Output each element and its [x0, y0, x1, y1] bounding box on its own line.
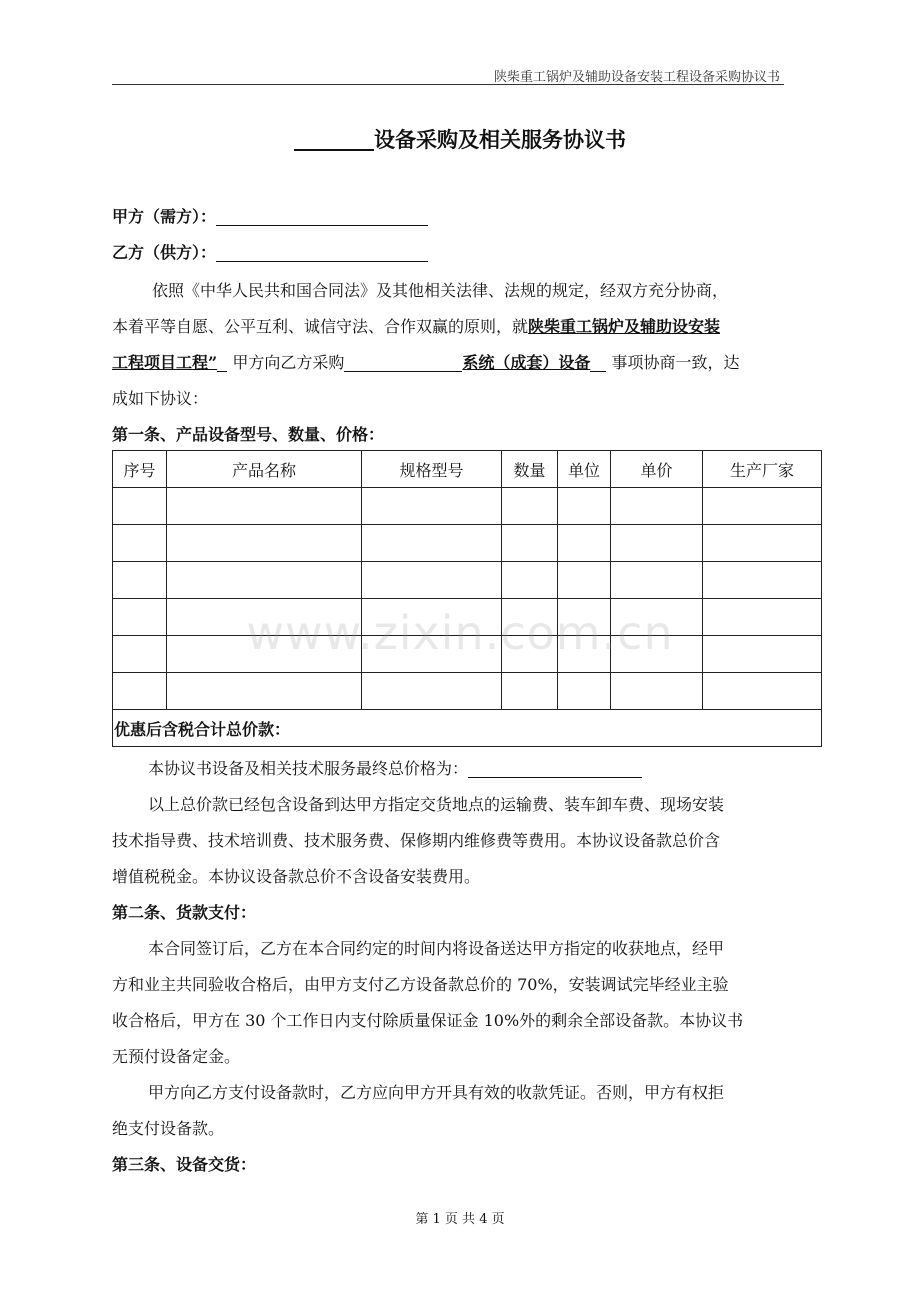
party-a-row [112, 204, 428, 227]
includes-line-1: 以上总价款已经包含设备到达甲方指定交货地点的运输费、装车卸车费、现场安装 [148, 795, 725, 814]
table-cell[interactable] [502, 525, 558, 562]
col-header-product-name: 产品名称 [167, 451, 362, 488]
intro-line-2 [112, 314, 720, 337]
project-name-part2: 工程项目工程” [112, 353, 218, 372]
table-cell[interactable] [113, 562, 167, 599]
table-cell[interactable] [703, 488, 822, 525]
running-header: 陕柴重工锅炉及辅助设备安装工程设备采购协议书 [493, 70, 780, 85]
payment-p1-line-4: 无预付设备定金。 [112, 1047, 241, 1066]
party-a-blank [216, 207, 428, 226]
col-header-unit-price: 单价 [611, 451, 703, 488]
table-cell[interactable] [362, 525, 502, 562]
table-cell[interactable] [502, 488, 558, 525]
intro-line-3 [112, 350, 739, 373]
intro-line-3-mid: 甲方向乙方采购 [232, 353, 345, 372]
intro-line-3-post: 事项协商一致，达 [611, 353, 740, 372]
table-cell[interactable] [558, 673, 611, 710]
page-number: 第 1 页 共 4 页 [415, 1212, 505, 1227]
article-2-heading: 第二条、货款支付： [112, 903, 257, 922]
table-cell[interactable] [611, 673, 703, 710]
final-price-blank[interactable] [468, 759, 642, 778]
total-price-label: 优惠后含税合计总价款： [113, 710, 822, 747]
table-cell[interactable] [113, 488, 167, 525]
table-cell[interactable] [167, 562, 362, 599]
table-cell[interactable] [167, 525, 362, 562]
col-header-unit: 单位 [558, 451, 611, 488]
col-header-manufacturer: 生产厂家 [703, 451, 822, 488]
table-total-row [113, 710, 822, 747]
document-title-row [0, 124, 920, 154]
payment-p2-line-2: 绝支付设备款。 [112, 1119, 225, 1138]
product-table [112, 450, 822, 747]
table-row [113, 673, 822, 710]
party-b-blank [216, 243, 428, 262]
title-blank-line [294, 127, 374, 151]
watermark: www.zixin.com.cn [246, 606, 674, 660]
table-row [113, 562, 822, 599]
table-cell[interactable] [703, 525, 822, 562]
table-cell[interactable] [362, 488, 502, 525]
payment-p2-line-1: 甲方向乙方支付设备款时，乙方应向甲方开具有效的收款凭证。否则，甲方有权拒 [148, 1083, 725, 1102]
col-header-quantity: 数量 [502, 451, 558, 488]
table-cell[interactable] [558, 488, 611, 525]
system-label: 系统（成套）设备 [462, 353, 591, 372]
party-b-row [112, 240, 428, 263]
table-cell[interactable] [362, 562, 502, 599]
table-row [113, 525, 822, 562]
table-cell[interactable] [113, 673, 167, 710]
table-cell[interactable] [558, 525, 611, 562]
table-cell[interactable] [167, 673, 362, 710]
includes-line-3: 增值税税金。本协议设备款总价不含设备安装费用。 [112, 867, 481, 886]
table-cell[interactable] [113, 525, 167, 562]
intro-line-4: 成如下协议： [112, 389, 209, 408]
table-cell[interactable] [362, 673, 502, 710]
table-cell[interactable] [502, 562, 558, 599]
intro-line-1: 依照《中华人民共和国合同法》及其他相关法律、法规的规定，经双方充分协商， [152, 281, 729, 300]
article-1-heading: 第一条、产品设备型号、数量、价格： [112, 425, 385, 444]
article-3-heading: 第三条、设备交货： [112, 1155, 257, 1174]
table-cell[interactable] [502, 673, 558, 710]
party-b-label: 乙方（供方）： [112, 243, 217, 262]
col-header-model: 规格型号 [362, 451, 502, 488]
payment-p1-line-1: 本合同签订后，乙方在本合同约定的时间内将设备送达甲方指定的收获地点，经甲 [148, 939, 725, 958]
table-cell[interactable] [703, 673, 822, 710]
payment-p1-line-3: 收合格后，甲方在 30 个工作日内支付除质量保证金 10%外的剩余全部设备款。本协议书 [112, 1011, 744, 1030]
system-blank [344, 353, 462, 372]
table-header-row [113, 451, 822, 488]
table-cell[interactable] [558, 562, 611, 599]
final-price-row [148, 756, 642, 779]
table-row [113, 488, 822, 525]
table-cell[interactable] [703, 562, 822, 599]
col-header-index: 序号 [113, 451, 167, 488]
project-tail-blank [217, 353, 227, 372]
party-a-label: 甲方（需方）： [112, 207, 217, 226]
header-rule [112, 84, 784, 85]
system-tail-blank [590, 353, 606, 372]
table-cell[interactable] [167, 488, 362, 525]
table-cell[interactable] [611, 562, 703, 599]
table-cell[interactable] [611, 488, 703, 525]
document-title: 设备采购及相关服务协议书 [374, 127, 626, 152]
table-cell[interactable] [611, 525, 703, 562]
project-name-part1: 陕柴重工锅炉及辅助设安装 [528, 317, 721, 336]
payment-p1-line-2: 方和业主共同验收合格后，由甲方支付乙方设备款总价的 70%，安装调试完毕经业主验 [112, 975, 729, 994]
intro-line-2-text: 本着平等自愿、公平互利、诚信守法、合作双赢的原则，就 [112, 317, 529, 336]
final-price-label: 本协议书设备及相关技术服务最终总价格为： [148, 759, 469, 778]
includes-line-2: 技术指导费、技术培训费、技术服务费、保修期内维修费等费用。本协议设备款总价含 [112, 831, 721, 850]
